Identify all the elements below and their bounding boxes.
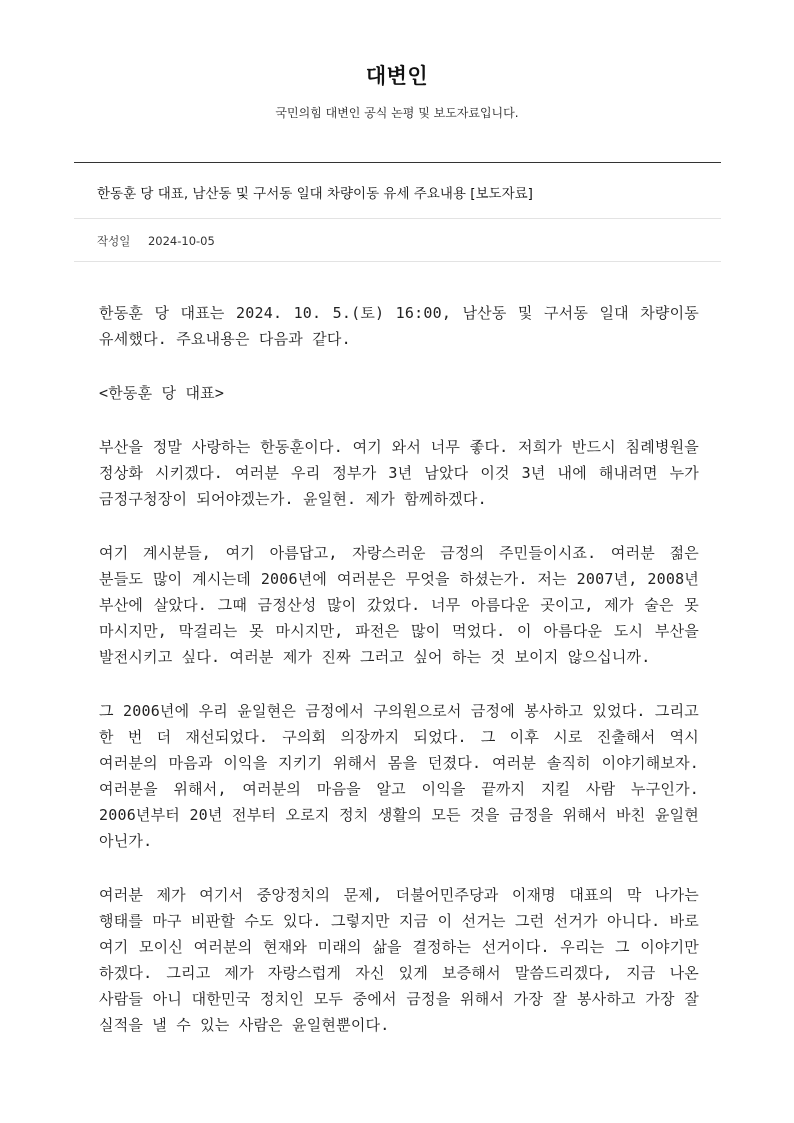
article-meta xyxy=(97,233,215,249)
article-date: 2024-10-05 xyxy=(147,234,215,248)
body-paragraph: 여기 계시분들, 여기 아름답고, 자랑스러운 금정의 주민들이시죠. 여러분 젊은 분들도 많이 계시는데 2006년에 여러분은 무엇을 하셨는가. 저는 2007년, 2008년 부산에 살았다. 그때 금정산성 많이 갔었다. 너무 아름다운 곳이고, 제가 술은 못 마시지만, 막걸리는 못 마시지만, 파전은 많이 먹었다. 이 아름다운 도시 부산을 발전시키고 싶다. 여러분 제가 진짜 그러고 싶어 하는 것 보이지 않으십니까. xyxy=(99,544,699,666)
meta-divider xyxy=(74,261,721,262)
site-subtitle: 국민의힘 대변인 공식 논평 및 보도자료입니다. xyxy=(275,106,519,120)
body-paragraph: 그 2006년에 우리 윤일현은 금정에서 구의원으로서 금정에 봉사하고 있었다. 그리고 한 번 더 재선되었다. 구의회 의장까지 되었다. 그 이후 시로 진출해서 역시 여러분의 마음과 이익을 지키기 위해서 몸을 던졌다. 여러분 솔직히 이야기해보자. 여러분을 위해서, 여러분의 마음을 알고 이익을 끝까지 지킬 사람 누구인가. 2006년부터 20년 전부터 오로지 정치 생활의 모든 것을 금정을 위해서 바친 윤일현 아닌가. xyxy=(99,702,699,850)
date-label: 작성일 xyxy=(97,234,131,248)
article-title: 한동훈 당 대표, 남산동 및 구서동 일대 차량이동 유세 주요내용 [보도자료] xyxy=(97,186,533,202)
speaker-heading: <한동훈 당 대표> xyxy=(99,384,225,402)
article-body xyxy=(99,300,699,1066)
title-divider xyxy=(74,218,721,219)
site-title[interactable]: 대변인 xyxy=(365,64,429,88)
body-paragraph: 여러분 제가 여기서 중앙정치의 문제, 더불어민주당과 이재명 대표의 막 나가는 행태를 마구 비판할 수도 있다. 그렇지만 지금 이 선거는 그런 선거가 아니다. 바로 여기 모이신 여러분의 현재와 미래의 삶을 결정하는 선거이다. 우리는 그 이야기만 하겠다. 그리고 제가 자랑스럽게 자신 있게 보증해서 말씀드리겠다, 지금 나온 사람들 아니 대한민국 정치인 모두 중에서 금정을 위해서 가장 잘 봉사하고 가장 잘 실적을 낼 수 있는 사람은 윤일현뿐이다. xyxy=(99,886,699,1034)
header-divider xyxy=(74,162,721,163)
body-paragraph: 부산을 정말 사랑하는 한동훈이다. 여기 와서 너무 좋다. 저희가 반드시 침례병원을 정상화 시키겠다. 여러분 우리 정부가 3년 남았다 이것 3년 내에 해내려면 누가 금정구청장이 되어야겠는가. 윤일현. 제가 함께하겠다. xyxy=(99,438,699,508)
body-paragraph: 한동훈 당 대표는 2024. 10. 5.(토) 16:00, 남산동 및 구서동 일대 차량이동 유세했다. 주요내용은 다음과 같다. xyxy=(99,304,699,348)
